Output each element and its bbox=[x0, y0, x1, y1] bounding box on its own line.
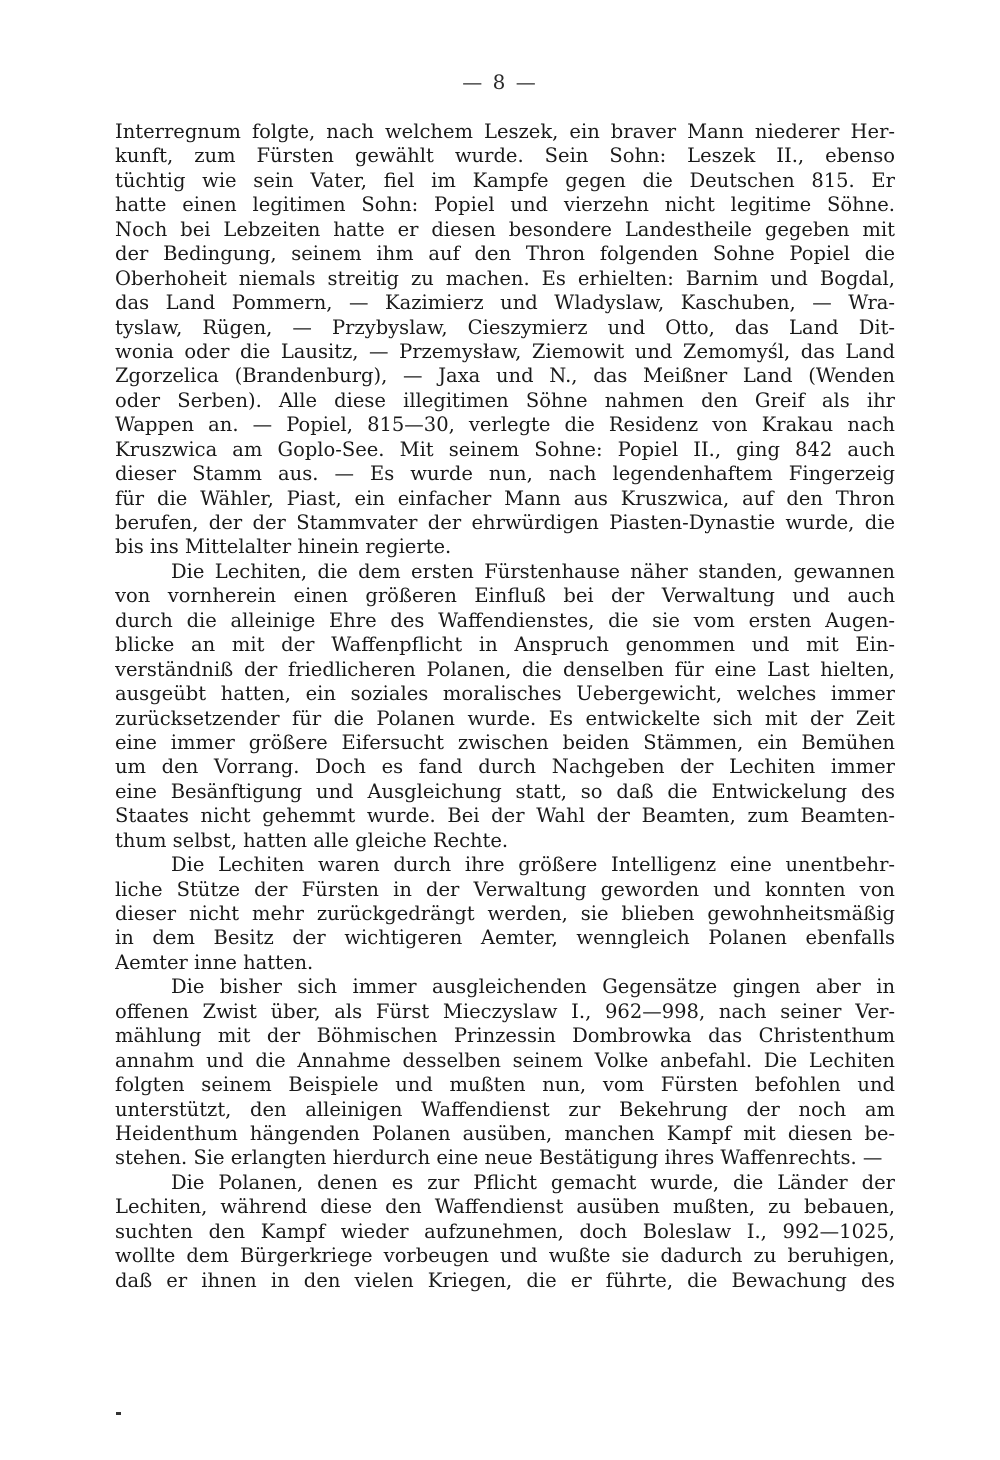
text-line: um den Vorrang. Doch es fand durch Nachgeben der Lechiten immer bbox=[115, 755, 895, 779]
text-line: tyslaw, Rügen, — Przybyslaw, Cieszymierz und Otto, das Land Dit- bbox=[115, 315, 895, 339]
text-line: Noch bei Lebzeiten hatte er diesen besondere Landestheile gegeben mit bbox=[115, 217, 895, 241]
text-line: suchten den Kampf wieder aufzunehmen, doch Boleslaw I., 992—1025, bbox=[115, 1219, 895, 1243]
text-line: bis ins Mittelalter hinein regierte. bbox=[115, 535, 452, 559]
text-line: Die Lechiten, die dem ersten Fürstenhause näher standen, gewannen bbox=[171, 559, 895, 583]
margin-mark bbox=[116, 1412, 121, 1415]
text-line: liche Stütze der Fürsten in der Verwaltung geworden und konnten von bbox=[115, 877, 895, 901]
text-line: von vornherein einen größeren Einfluß bei der Verwaltung und auch bbox=[115, 584, 895, 608]
text-line: kunft, zum Fürsten gewählt wurde. Sein Sohn: Leszek II., ebenso bbox=[115, 144, 895, 168]
text-line: blicke an mit der Waffenpflicht in Anspruch genommen und mit Ein- bbox=[115, 633, 895, 657]
body-text bbox=[115, 120, 895, 1293]
text-line: hatte einen legitimen Sohn: Popiel und vierzehn nicht legitime Söhne. bbox=[115, 193, 895, 217]
text-line: Oberhoheit niemals streitig zu machen. Es erhielten: Barnim und Bogdal, bbox=[115, 266, 895, 290]
text-line: dieser nicht mehr zurückgedrängt werden, sie blieben gewohnheitsmäßig bbox=[115, 902, 895, 925]
text-line: dieser Stamm aus. — Es wurde nun, nach legendenhaftem Fingerzeig bbox=[115, 462, 895, 486]
text-line: oder Serben). Alle diese illegitimen Söhne nahmen den Greif als ihr bbox=[115, 388, 895, 412]
text-line: Staates nicht gehemmt wurde. Bei der Wahl der Beamten, zum Beamten- bbox=[115, 804, 895, 828]
text-line: Die bisher sich immer ausgleichenden Gegensätze gingen aber in bbox=[171, 975, 895, 999]
text-line: unterstützt, den alleinigen Waffendienst zur Bekehrung der noch am bbox=[115, 1097, 895, 1121]
text-line: offenen Zwist über, als Fürst Mieczyslaw I., 962—998, nach seiner Ver- bbox=[115, 999, 895, 1023]
text-line: durch die alleinige Ehre des Waffendienstes, die sie vom ersten Augen- bbox=[115, 608, 895, 632]
text-line: berufen, der der Stammvater der ehrwürdigen Piasten-Dynastie wurde, die bbox=[115, 511, 895, 534]
text-line: Wappen an. — Popiel, 815—30, verlegte die Residenz von Krakau nach bbox=[115, 413, 895, 437]
text-line: verständniß der friedlicheren Polanen, die denselben für eine Last hielten, bbox=[115, 657, 895, 681]
text-line: daß er ihnen in den vielen Kriegen, die er führte, die Bewachung des bbox=[115, 1268, 895, 1292]
text-line: wollte dem Bürgerkriege vorbeugen und wußte sie dadurch zu beruhigen, bbox=[115, 1244, 895, 1268]
text-line: eine Besänftigung und Ausgleichung statt, so daß die Entwickelung des bbox=[115, 779, 895, 803]
text-line: Heidenthum hängenden Polanen ausüben, manchen Kampf mit diesen be- bbox=[115, 1121, 895, 1145]
text-line: Zgorzelica (Brandenburg), — Jaxa und N., das Meißner Land (Wenden bbox=[115, 364, 895, 388]
text-line: Die Lechiten waren durch ihre größere Intelligenz eine unentbehr- bbox=[171, 853, 895, 877]
text-line: Kruszwica am Goplo-See. Mit seinem Sohne: Popiel II., ging 842 auch bbox=[115, 437, 895, 461]
text-line: tüchtig wie sein Vater, fiel im Kampfe gegen die Deutschen 815. Er bbox=[115, 168, 895, 192]
text-line: Die Polanen, denen es zur Pflicht gemacht wurde, die Länder der bbox=[171, 1170, 895, 1194]
page-number: — 8 — bbox=[462, 70, 538, 94]
text-line: Aemter inne hatten. bbox=[115, 950, 314, 974]
text-line: der Bedingung, seinem ihm auf den Thron folgenden Sohne Popiel die bbox=[115, 242, 895, 266]
text-line: folgten seinem Beispiele und mußten nun, vom Fürsten befohlen und bbox=[115, 1073, 895, 1097]
text-line: eine immer größere Eifersucht zwischen beiden Stämmen, ein Bemühen bbox=[115, 730, 895, 754]
text-line: wonia oder die Lausitz, — Przemysław, Ziemowit und Zemomyśl, das Land bbox=[115, 339, 895, 363]
text-line: Lechiten, während diese den Waffendienst ausüben mußten, zu bebauen, bbox=[115, 1195, 895, 1219]
text-line: annahm und die Annahme desselben seinem Volke anbefahl. Die Lechiten bbox=[115, 1048, 895, 1072]
text-line: thum selbst, hatten alle gleiche Rechte. bbox=[115, 828, 509, 852]
text-line: mählung mit der Böhmischen Prinzessin Dombrowka das Christenthum bbox=[115, 1024, 895, 1048]
text-line: zurücksetzender für die Polanen wurde. Es entwickelte sich mit der Zeit bbox=[115, 706, 895, 730]
text-line: das Land Pommern, — Kazimierz und Wladyslaw, Kaschuben, — Wra- bbox=[115, 291, 895, 315]
text-line: für die Wähler, Piast, ein einfacher Mann aus Kruszwica, auf den Thron bbox=[115, 486, 895, 510]
text-line: ausgeübt hatten, ein soziales moralisches Uebergewicht, welches immer bbox=[115, 682, 895, 706]
text-line: in dem Besitz der wichtigeren Aemter, wenngleich Polanen ebenfalls bbox=[115, 926, 895, 950]
text-line: stehen. Sie erlangten hierdurch eine neue Bestätigung ihres Waffenrechts. — bbox=[115, 1146, 883, 1170]
text-line: Interregnum folgte, nach welchem Leszek, ein braver Mann niederer Her- bbox=[115, 120, 895, 143]
